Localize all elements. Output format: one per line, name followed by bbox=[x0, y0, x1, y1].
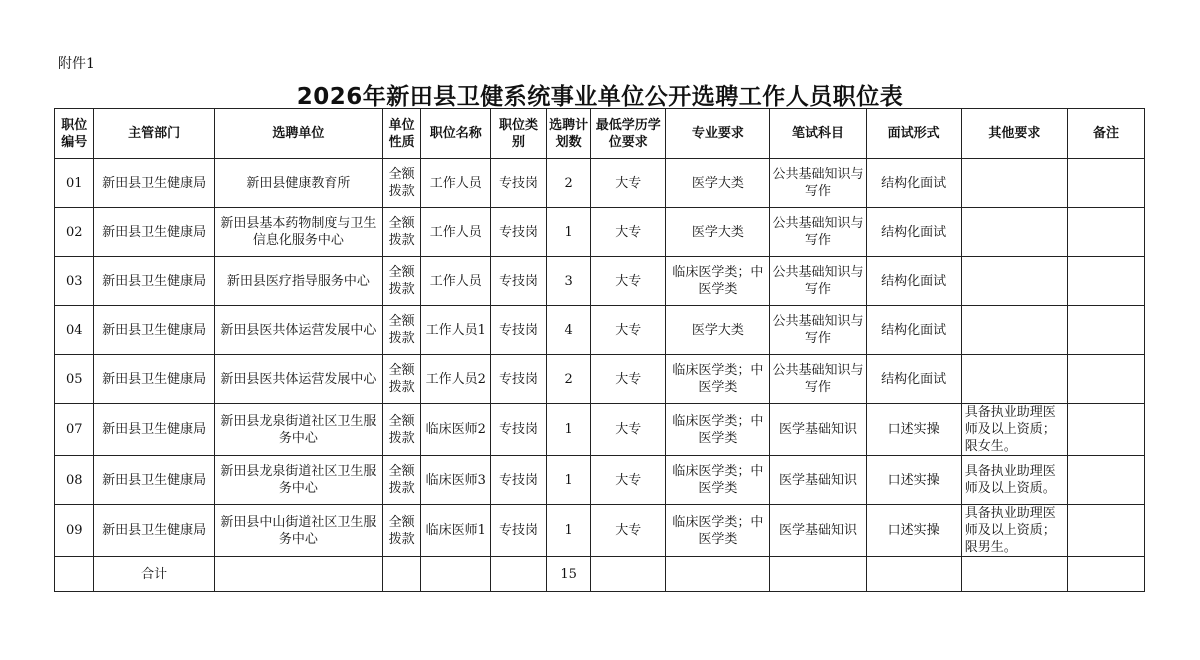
cell-written-subject: 公共基础知识与写作 bbox=[770, 355, 866, 404]
cell-unit: 新田县健康教育所 bbox=[214, 159, 382, 208]
total-empty-cell bbox=[961, 557, 1067, 592]
header-position-type: 职位类别 bbox=[491, 109, 547, 159]
table-row bbox=[55, 456, 1145, 505]
cell-remarks bbox=[1068, 208, 1145, 257]
cell-education: 大专 bbox=[591, 404, 666, 456]
cell-position-code: 01 bbox=[55, 159, 94, 208]
header-written-subject: 笔试科目 bbox=[770, 109, 866, 159]
cell-interview-form: 结构化面试 bbox=[866, 306, 961, 355]
cell-other-requirements bbox=[961, 355, 1067, 404]
header-position-name: 职位名称 bbox=[421, 109, 491, 159]
cell-remarks bbox=[1068, 456, 1145, 505]
cell-written-subject: 公共基础知识与写作 bbox=[770, 257, 866, 306]
total-empty-cell bbox=[1068, 557, 1145, 592]
cell-position-type: 专技岗 bbox=[491, 456, 547, 505]
header-major: 专业要求 bbox=[666, 109, 770, 159]
cell-position-name: 工作人员2 bbox=[421, 355, 491, 404]
cell-remarks bbox=[1068, 404, 1145, 456]
cell-position-code: 05 bbox=[55, 355, 94, 404]
cell-department: 新田县卫生健康局 bbox=[94, 208, 214, 257]
cell-position-name: 临床医师3 bbox=[421, 456, 491, 505]
cell-interview-form: 口述实操 bbox=[866, 456, 961, 505]
header-unit-nature: 单位性质 bbox=[382, 109, 420, 159]
table-row bbox=[55, 159, 1145, 208]
cell-unit-nature: 全额拨款 bbox=[382, 505, 420, 557]
total-count: 15 bbox=[546, 557, 591, 592]
cell-major: 临床医学类；中医学类 bbox=[666, 505, 770, 557]
cell-plan-count: 1 bbox=[546, 404, 591, 456]
cell-education: 大专 bbox=[591, 456, 666, 505]
table-row bbox=[55, 306, 1145, 355]
cell-interview-form: 口述实操 bbox=[866, 404, 961, 456]
total-row bbox=[55, 557, 1145, 592]
table-row bbox=[55, 257, 1145, 306]
cell-position-code: 07 bbox=[55, 404, 94, 456]
cell-education: 大专 bbox=[591, 355, 666, 404]
cell-unit: 新田县龙泉街道社区卫生服务中心 bbox=[214, 404, 382, 456]
cell-position-code: 04 bbox=[55, 306, 94, 355]
cell-position-code: 08 bbox=[55, 456, 94, 505]
cell-position-name: 工作人员 bbox=[421, 257, 491, 306]
position-table bbox=[54, 108, 1145, 592]
cell-department: 新田县卫生健康局 bbox=[94, 257, 214, 306]
cell-major: 医学大类 bbox=[666, 208, 770, 257]
cell-department: 新田县卫生健康局 bbox=[94, 159, 214, 208]
cell-unit-nature: 全额拨款 bbox=[382, 208, 420, 257]
cell-plan-count: 1 bbox=[546, 456, 591, 505]
cell-position-type: 专技岗 bbox=[491, 159, 547, 208]
table-row bbox=[55, 208, 1145, 257]
total-empty-cell bbox=[55, 557, 94, 592]
cell-position-name: 工作人员 bbox=[421, 159, 491, 208]
cell-other-requirements bbox=[961, 306, 1067, 355]
total-empty-cell bbox=[591, 557, 666, 592]
cell-major: 医学大类 bbox=[666, 159, 770, 208]
cell-position-name: 工作人员1 bbox=[421, 306, 491, 355]
cell-position-type: 专技岗 bbox=[491, 208, 547, 257]
cell-education: 大专 bbox=[591, 505, 666, 557]
cell-education: 大专 bbox=[591, 208, 666, 257]
table-row bbox=[55, 505, 1145, 557]
cell-remarks bbox=[1068, 159, 1145, 208]
header-position-code: 职位编号 bbox=[55, 109, 94, 159]
cell-remarks bbox=[1068, 505, 1145, 557]
cell-position-code: 02 bbox=[55, 208, 94, 257]
cell-remarks bbox=[1068, 306, 1145, 355]
cell-unit-nature: 全额拨款 bbox=[382, 257, 420, 306]
cell-position-code: 09 bbox=[55, 505, 94, 557]
header-other-requirements: 其他要求 bbox=[961, 109, 1067, 159]
cell-unit-nature: 全额拨款 bbox=[382, 306, 420, 355]
total-empty-cell bbox=[421, 557, 491, 592]
total-empty-cell bbox=[214, 557, 382, 592]
header-department: 主管部门 bbox=[94, 109, 214, 159]
table-row bbox=[55, 404, 1145, 456]
cell-interview-form: 结构化面试 bbox=[866, 208, 961, 257]
cell-department: 新田县卫生健康局 bbox=[94, 355, 214, 404]
cell-written-subject: 医学基础知识 bbox=[770, 456, 866, 505]
annex-label: 附件1 bbox=[58, 56, 95, 72]
cell-unit: 新田县医共体运营发展中心 bbox=[214, 306, 382, 355]
cell-unit-nature: 全额拨款 bbox=[382, 404, 420, 456]
table-row bbox=[55, 355, 1145, 404]
total-empty-cell bbox=[866, 557, 961, 592]
cell-plan-count: 1 bbox=[546, 505, 591, 557]
cell-plan-count: 4 bbox=[546, 306, 591, 355]
cell-remarks bbox=[1068, 257, 1145, 306]
cell-position-name: 工作人员 bbox=[421, 208, 491, 257]
cell-unit: 新田县龙泉街道社区卫生服务中心 bbox=[214, 456, 382, 505]
total-empty-cell bbox=[491, 557, 547, 592]
cell-plan-count: 3 bbox=[546, 257, 591, 306]
cell-unit-nature: 全额拨款 bbox=[382, 159, 420, 208]
cell-plan-count: 1 bbox=[546, 208, 591, 257]
cell-position-type: 专技岗 bbox=[491, 505, 547, 557]
cell-interview-form: 结构化面试 bbox=[866, 159, 961, 208]
cell-position-type: 专技岗 bbox=[491, 404, 547, 456]
total-empty-cell bbox=[382, 557, 420, 592]
header-education: 最低学历学位要求 bbox=[591, 109, 666, 159]
page-title: 2026年新田县卫健系统事业单位公开选聘工作人员职位表 bbox=[296, 84, 904, 110]
cell-unit-nature: 全额拨款 bbox=[382, 456, 420, 505]
cell-major: 临床医学类；中医学类 bbox=[666, 404, 770, 456]
cell-other-requirements: 具备执业助理医师及以上资质；限女生。 bbox=[961, 404, 1067, 456]
total-empty-cell bbox=[770, 557, 866, 592]
cell-position-name: 临床医师2 bbox=[421, 404, 491, 456]
cell-major: 临床医学类；中医学类 bbox=[666, 257, 770, 306]
cell-department: 新田县卫生健康局 bbox=[94, 404, 214, 456]
cell-other-requirements bbox=[961, 208, 1067, 257]
cell-unit-nature: 全额拨款 bbox=[382, 355, 420, 404]
header-interview-form: 面试形式 bbox=[866, 109, 961, 159]
cell-education: 大专 bbox=[591, 159, 666, 208]
cell-other-requirements bbox=[961, 159, 1067, 208]
cell-major: 临床医学类；中医学类 bbox=[666, 355, 770, 404]
cell-other-requirements: 具备执业助理医师及以上资质。 bbox=[961, 456, 1067, 505]
cell-other-requirements: 具备执业助理医师及以上资质；限男生。 bbox=[961, 505, 1067, 557]
cell-written-subject: 公共基础知识与写作 bbox=[770, 159, 866, 208]
cell-department: 新田县卫生健康局 bbox=[94, 505, 214, 557]
cell-plan-count: 2 bbox=[546, 159, 591, 208]
cell-interview-form: 口述实操 bbox=[866, 505, 961, 557]
table-header-row bbox=[55, 109, 1145, 159]
cell-education: 大专 bbox=[591, 306, 666, 355]
cell-written-subject: 医学基础知识 bbox=[770, 404, 866, 456]
cell-position-name: 临床医师1 bbox=[421, 505, 491, 557]
cell-major: 临床医学类；中医学类 bbox=[666, 456, 770, 505]
cell-department: 新田县卫生健康局 bbox=[94, 456, 214, 505]
cell-unit: 新田县中山街道社区卫生服务中心 bbox=[214, 505, 382, 557]
cell-position-type: 专技岗 bbox=[491, 306, 547, 355]
cell-position-type: 专技岗 bbox=[491, 257, 547, 306]
cell-interview-form: 结构化面试 bbox=[866, 257, 961, 306]
cell-written-subject: 公共基础知识与写作 bbox=[770, 208, 866, 257]
header-remarks: 备注 bbox=[1068, 109, 1145, 159]
cell-education: 大专 bbox=[591, 257, 666, 306]
header-unit: 选聘单位 bbox=[214, 109, 382, 159]
cell-unit: 新田县医共体运营发展中心 bbox=[214, 355, 382, 404]
cell-written-subject: 医学基础知识 bbox=[770, 505, 866, 557]
cell-department: 新田县卫生健康局 bbox=[94, 306, 214, 355]
cell-unit: 新田县医疗指导服务中心 bbox=[214, 257, 382, 306]
cell-position-type: 专技岗 bbox=[491, 355, 547, 404]
cell-remarks bbox=[1068, 355, 1145, 404]
header-plan-count: 选聘计划数 bbox=[546, 109, 591, 159]
total-empty-cell bbox=[666, 557, 770, 592]
cell-other-requirements bbox=[961, 257, 1067, 306]
cell-major: 医学大类 bbox=[666, 306, 770, 355]
cell-written-subject: 公共基础知识与写作 bbox=[770, 306, 866, 355]
cell-plan-count: 2 bbox=[546, 355, 591, 404]
cell-unit: 新田县基本药物制度与卫生信息化服务中心 bbox=[214, 208, 382, 257]
total-label: 合计 bbox=[94, 557, 214, 592]
cell-interview-form: 结构化面试 bbox=[866, 355, 961, 404]
cell-position-code: 03 bbox=[55, 257, 94, 306]
